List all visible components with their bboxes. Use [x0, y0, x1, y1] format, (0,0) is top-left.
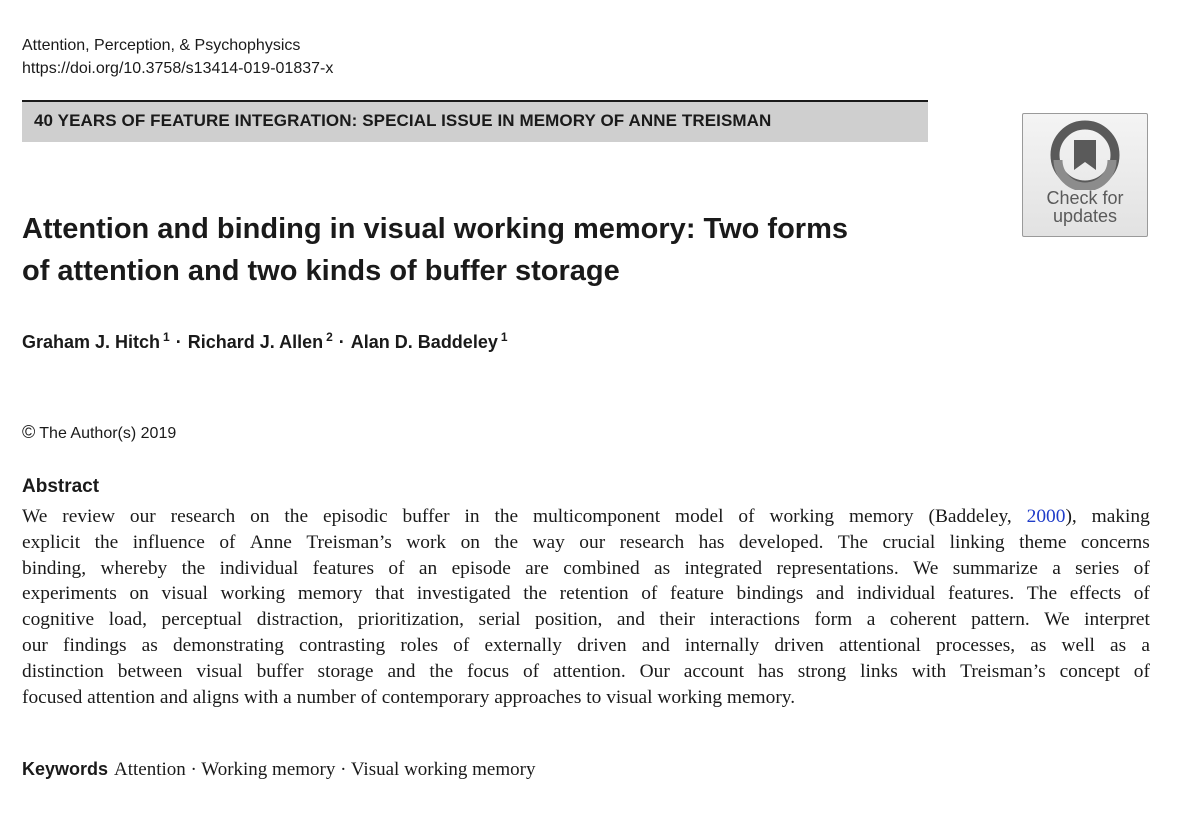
abstract-word: a [866, 609, 876, 631]
abstract-word: our [579, 531, 606, 553]
abstract-line [22, 530, 1150, 556]
abstract-word: are [525, 557, 549, 579]
abstract-word: making [1091, 506, 1150, 527]
abstract-word: research [170, 506, 236, 527]
abstract-word: the [284, 506, 309, 527]
abstract-word: developed. [738, 531, 824, 553]
abstract-word: retention [559, 583, 629, 605]
abstract-word: on [460, 531, 480, 553]
abstract-word: has [698, 531, 725, 553]
abstract-word: as [1110, 634, 1127, 656]
abstract-word: series [1075, 557, 1120, 579]
keywords-list: Attention · Working memory · Visual working memory [114, 759, 536, 780]
abstract-word: working [769, 506, 835, 527]
abstract-line [22, 659, 1150, 685]
abstract-word: well [1061, 634, 1095, 656]
doi-link[interactable]: https://doi.org/10.3758/s13414-019-01837-x [22, 60, 334, 77]
abstract-word: on [250, 506, 270, 527]
abstract-word: form [814, 609, 853, 631]
abstract-word: Our [639, 660, 670, 682]
abstract-word: roles [400, 634, 439, 656]
abstract-word: research [619, 531, 685, 553]
title-line-2: of attention and two kinds of buffer storage [22, 255, 620, 287]
abstract-word: 2000), [1026, 506, 1077, 527]
check-for-updates-line1: Check for [1046, 188, 1124, 208]
abstract-word: integrated [684, 557, 763, 579]
abstract-word: review [62, 506, 116, 527]
copyright-notice [22, 422, 176, 443]
abstract-word: representations. [776, 557, 899, 579]
abstract-word: the [94, 531, 119, 553]
abstract-word: way [532, 531, 565, 553]
abstract-word: influence [132, 531, 205, 553]
abstract-word: the [494, 531, 519, 553]
copyright-text: The Author(s) 2019 [39, 425, 177, 442]
abstract-word: between [117, 660, 183, 682]
abstract-word: theme [1019, 531, 1067, 553]
abstract-word: the [494, 506, 519, 527]
abstract-word: We [22, 506, 48, 527]
abstract-word: has [757, 660, 784, 682]
abstract-word: driven [577, 634, 627, 656]
abstract-word: Treisman’s [306, 531, 392, 553]
abstract-word: of [738, 506, 755, 527]
author-separator: · [338, 332, 345, 352]
abstract-word: of [1133, 583, 1150, 605]
abstract-word: prioritization, [357, 609, 465, 631]
abstract-word: experiments [22, 583, 117, 605]
abstract-word: crucial [882, 531, 936, 553]
abstract-word: as [1030, 634, 1047, 656]
abstract-word: as [141, 634, 158, 656]
abstract-word: of [641, 583, 658, 605]
abstract-word: work [406, 531, 447, 553]
abstract-word: The [1026, 583, 1058, 605]
abstract-word: linking [949, 531, 1005, 553]
author-separator: · [175, 332, 182, 352]
abstract-word: bindings [736, 583, 804, 605]
author-name[interactable]: Richard J. Allen [187, 332, 324, 352]
abstract-word: processes, [935, 634, 1016, 656]
abstract-word: concept [1059, 660, 1120, 682]
abstract-word: attention. [553, 660, 626, 682]
abstract-word: distraction, [256, 609, 344, 631]
abstract-word: position, [535, 609, 603, 631]
abstract-word: The [837, 531, 869, 553]
bookmark-circle-icon [1050, 120, 1120, 190]
abstract-word: We [1044, 609, 1070, 631]
check-for-updates-button[interactable] [1022, 113, 1148, 237]
abstract-word: storage [317, 660, 374, 682]
abstract-word: Treisman’s [960, 660, 1046, 682]
abstract-word: serial [478, 609, 521, 631]
keywords-label: Keywords [22, 759, 109, 779]
abstract-word: distinction [22, 660, 104, 682]
abstract-word: buffer [256, 660, 304, 682]
abstract-word: perceptual [161, 609, 243, 631]
abstract-word: buffer [402, 506, 450, 527]
abstract-word: multicomponent [533, 506, 661, 527]
abstract-word: episodic [323, 506, 388, 527]
abstract-word: of [219, 531, 236, 553]
abstract-word: on [129, 583, 149, 605]
abstract-word: features. [948, 583, 1015, 605]
abstract-word: our [22, 634, 48, 656]
abstract-word: with [911, 660, 947, 682]
abstract-word: Anne [249, 531, 292, 553]
abstract-word: of [522, 660, 540, 682]
abstract-word: interpret [1084, 609, 1150, 631]
abstract-word: driven [774, 634, 824, 656]
abstract-word: features [312, 557, 375, 579]
abstract-word: episode [451, 557, 511, 579]
abstract-word: whereby [100, 557, 168, 579]
abstract-word: model [675, 506, 724, 527]
abstract-word: the [181, 557, 206, 579]
abstract-word: investigated [416, 583, 511, 605]
abstract-word: interactions [709, 609, 800, 631]
abstract-word: focus [467, 660, 510, 682]
abstract-word: binding, [22, 557, 87, 579]
abstract-word: visual [161, 583, 208, 605]
abstract-word: and [616, 609, 645, 631]
abstract-word: explicit [22, 531, 81, 553]
abstract-word: a [1141, 634, 1150, 656]
abstract-word: We [913, 557, 939, 579]
abstract-word: (Baddeley, [928, 506, 1012, 527]
title-line-1: Attention and binding in visual working memory: Two forms [22, 213, 848, 245]
abstract-word: an [418, 557, 438, 579]
abstract-word: their [659, 609, 695, 631]
abstract-word: working [220, 583, 286, 605]
abstract-word: account [683, 660, 745, 682]
abstract-body [22, 504, 1150, 710]
abstract-word: individual [219, 557, 299, 579]
author-affiliation[interactable]: 2 [326, 330, 333, 344]
banner-text: 40 YEARS OF FEATURE INTEGRATION: SPECIAL ISSUE IN MEMORY OF ANNE TREISMAN [34, 111, 772, 130]
abstract-word: findings [62, 634, 127, 656]
abstract-word: externally [484, 634, 562, 656]
abstract-word: that [375, 583, 405, 605]
abstract-word: visual [196, 660, 243, 682]
citation-link[interactable]: 2000 [1026, 506, 1066, 527]
abstract-word: contrasting [299, 634, 386, 656]
abstract-heading: Abstract [22, 476, 100, 497]
abstract-word: coherent [889, 609, 957, 631]
author-name[interactable]: Graham J. Hitch [22, 332, 161, 352]
abstract-word: effects [1069, 583, 1122, 605]
abstract-word: feature [670, 583, 724, 605]
abstract-word: of [453, 634, 470, 656]
author-list [22, 330, 508, 353]
abstract-word: cognitive [22, 609, 95, 631]
abstract-word: as [654, 557, 671, 579]
abstract-word: our [129, 506, 156, 527]
abstract-word: demonstrating [172, 634, 284, 656]
author-affiliation[interactable]: 1 [163, 330, 170, 344]
abstract-word: links [860, 660, 898, 682]
abstract-word: strong [797, 660, 847, 682]
abstract-line [22, 556, 1150, 582]
abstract-word: memory [848, 506, 914, 527]
abstract-line [22, 504, 1150, 530]
check-for-updates-label [1023, 189, 1147, 225]
abstract-word: of [388, 557, 405, 579]
abstract-word: attentional [839, 634, 921, 656]
abstract-word: memory [297, 583, 363, 605]
author-name[interactable]: Alan D. Baddeley [350, 332, 498, 352]
abstract-word: a [1052, 557, 1061, 579]
abstract-word: the [523, 583, 547, 605]
abstract-word: and [387, 660, 416, 682]
abstract-word: individual [856, 583, 936, 605]
abstract-word: and [816, 583, 845, 605]
abstract-line [22, 633, 1150, 659]
abstract-word: internally [684, 634, 760, 656]
abstract-word: combined [563, 557, 640, 579]
abstract-word: pattern. [971, 609, 1030, 631]
abstract-word: summarize [952, 557, 1038, 579]
abstract-line [22, 581, 1150, 607]
copyright-icon: © [22, 422, 36, 442]
article-title [22, 208, 942, 292]
abstract-line: focused attention and aligns with a number of contemporary approaches to visual working memory. [22, 686, 796, 708]
journal-header [22, 34, 333, 80]
abstract-word: load, [108, 609, 147, 631]
abstract-word: in [464, 506, 480, 527]
abstract-word: of [1133, 557, 1150, 579]
abstract-word: the [429, 660, 454, 682]
author-affiliation[interactable]: 1 [500, 330, 508, 344]
abstract-word: of [1133, 660, 1150, 682]
abstract-word: and [641, 634, 670, 656]
special-issue-banner [22, 100, 928, 142]
check-for-updates-line2: updates [1052, 206, 1118, 226]
abstract-line [22, 607, 1150, 633]
abstract-word: concerns [1080, 531, 1150, 553]
journal-name: Attention, Perception, & Psychophysics [22, 37, 301, 54]
keywords-section [22, 759, 535, 781]
